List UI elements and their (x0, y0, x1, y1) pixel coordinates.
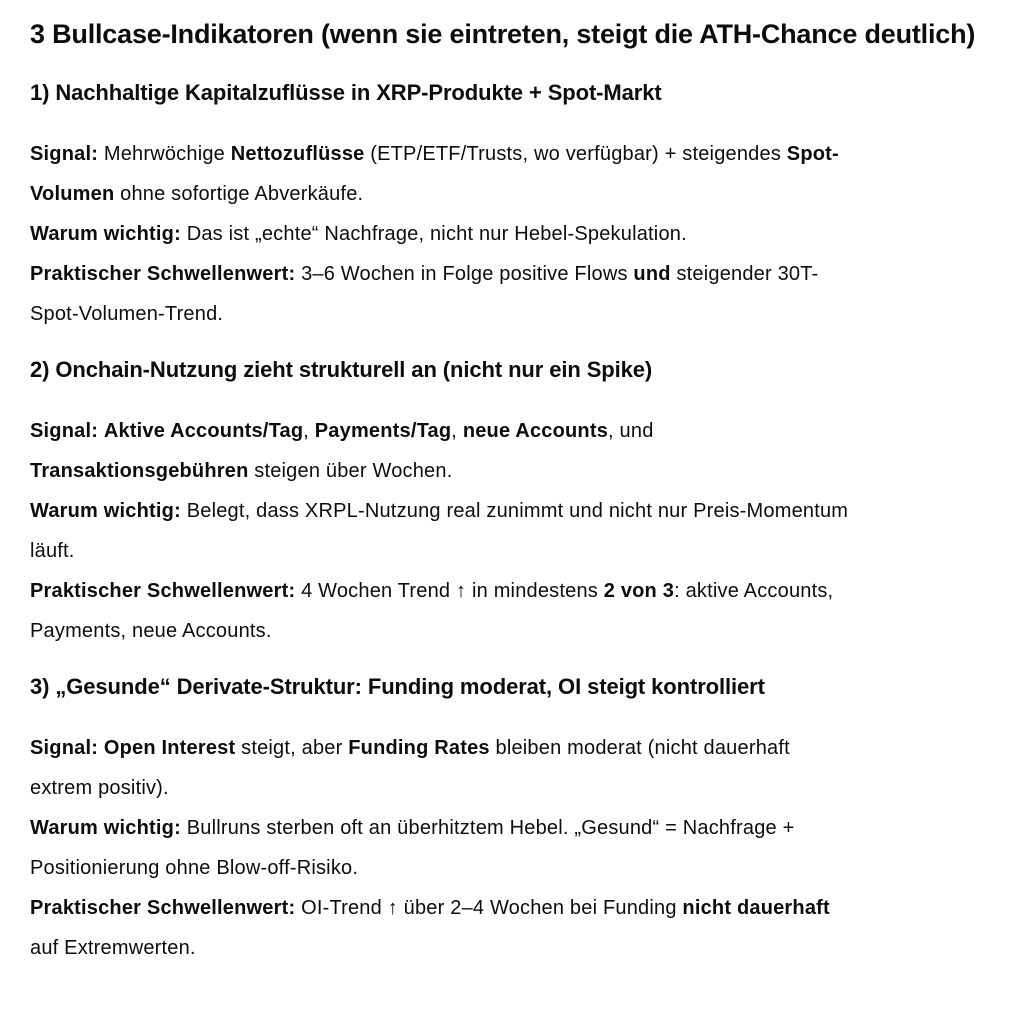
text-run: 4 Wochen Trend ↑ in mindestens (295, 580, 604, 602)
bold-text-run: Spot-Volumen (30, 143, 839, 205)
bold-text-run: neue Accounts (462, 420, 609, 442)
bold-text-run: Open Interest (103, 737, 236, 759)
paragraph (30, 571, 850, 651)
text-run: auf Extremwerten. (30, 937, 196, 959)
section-heading: 3) „Gesunde“ Derivate-Struktur: Funding moderat, OI steigt kontrolliert (30, 674, 765, 699)
bold-text-run: Warum wichtig: (30, 223, 181, 245)
text-run: 3–6 Wochen in Folge positive Flows (295, 263, 634, 285)
section-heading: 1) Nachhaltige Kapitalzuflüsse in XRP-Produkte + Spot-Markt (30, 80, 662, 105)
bold-text-run: Nettozuflüsse (230, 143, 365, 165)
bold-text-run: Funding Rates (348, 737, 490, 759)
text-run: Belegt, dass XRPL-Nutzung real zunimmt und nicht nur Preis-Momentum läuft. (30, 500, 849, 562)
paragraph (30, 808, 850, 888)
bold-text-run: Signal: (30, 737, 99, 759)
text-run: steigen über Wochen. (248, 460, 453, 482)
paragraph (30, 888, 850, 968)
bold-text-run: Warum wichtig: (30, 817, 181, 839)
text-run: ohne sofortige Abverkäufe. (114, 183, 364, 205)
text-run: Bullruns sterben oft an überhitztem Hebel. „Gesund“ = Nachfrage + Positionierung ohne Blow-off-Risiko. (30, 817, 795, 879)
text-run: Mehrwöchige (98, 143, 231, 165)
bold-text-run: Aktive Accounts/Tag (103, 420, 304, 442)
bold-text-run: Transaktionsgebühren (30, 460, 249, 482)
paragraph (30, 134, 850, 214)
bold-text-run: Signal: (30, 143, 99, 165)
paragraph (30, 728, 850, 808)
bold-text-run: und (633, 263, 671, 285)
text-run: , (303, 420, 315, 442)
bold-text-run: Praktischer Schwellenwert: (30, 897, 296, 919)
bold-text-run: Warum wichtig: (30, 500, 181, 522)
text-run: , (451, 420, 463, 442)
text-run: steigt, aber (235, 737, 349, 759)
text-run: OI-Trend ↑ über 2–4 Wochen bei Funding (295, 897, 683, 919)
paragraph (30, 491, 850, 571)
text-run: Das ist „echte“ Nachfrage, nicht nur Hebel-Spekulation. (180, 223, 687, 245)
paragraph (30, 254, 850, 334)
paragraph (30, 214, 850, 254)
text-run: (ETP/ETF/Trusts, wo verfügbar) + steigendes (364, 143, 787, 165)
paragraph (30, 411, 850, 491)
document-body (30, 12, 979, 968)
bold-text-run: 2 von 3 (603, 580, 675, 602)
page-title: 3 Bullcase-Indikatoren (wenn sie eintreten, steigt die ATH-Chance deutlich) (30, 19, 976, 49)
text-run: , und (608, 420, 654, 442)
text-run: bleiben moderat (nicht dauerhaft extrem positiv). (30, 737, 790, 799)
bold-text-run: Praktischer Schwellenwert: (30, 580, 296, 602)
section-heading: 2) Onchain-Nutzung zieht strukturell an (nicht nur ein Spike) (30, 357, 653, 382)
text-run: : aktive Accounts, Payments, neue Accounts. (30, 580, 834, 642)
bold-text-run: Praktischer Schwellenwert: (30, 263, 296, 285)
bold-text-run: Signal: (30, 420, 99, 442)
sections-container (30, 78, 979, 968)
bold-text-run: Payments/Tag (314, 420, 452, 442)
text-run: steigender 30T-Spot-Volumen-Trend. (30, 263, 819, 325)
bold-text-run: nicht dauerhaft (682, 897, 830, 919)
